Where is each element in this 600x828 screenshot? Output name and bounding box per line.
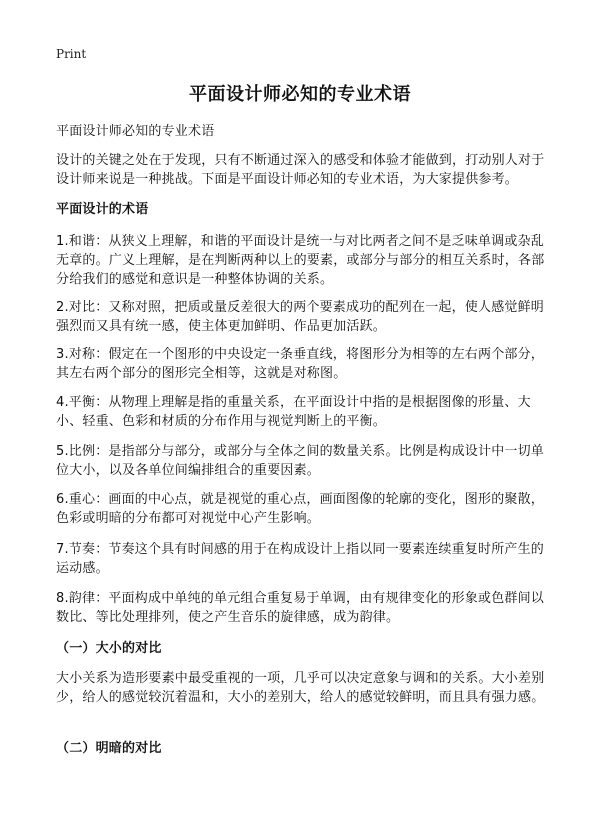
term-paragraph: 4.平衡：从物理上理解是指的重量关系，在平面设计中指的是根据图像的形量、大小、轻重、色彩和材质的分布作用与视觉判断上的平衡。 [56,395,531,429]
term-paragraph: 1.和谐：从狭义上理解，和谐的平面设计是统一与对比两者之间不是乏味单调或杂乱无章的。广义上理解，是在判断两种以上的要素，或部分与部分的相互关系时，各部分给我们的感觉和意识是一种整体协调的关系。 [56,234,545,287]
term-paragraph: 2.对比：又称对照，把质或量反差很大的两个要素成功的配列在一起，使人感觉鲜明强烈而又具有统一感，使主体更加鲜明、作品更加活跃。 [56,300,545,334]
term-paragraph: 6.重心：画面的中心点，就是视觉的重心点，画面图像的轮廓的变化，图形的聚散，色彩或明暗的分布都可对视觉中心产生影响。 [56,492,545,526]
light-contrast-heading: （二）明暗的对比 [56,741,162,756]
term-paragraph: 7.节奏：节奏这个具有时间感的用于在构成设计上指以同一要素连续重复时所产生的运动感。 [56,542,545,576]
subtitle: 平面设计师必知的专业术语 [56,124,215,139]
size-contrast-paragraph: 大小关系为造形要素中最受重视的一项，几乎可以决定意象与调和的关系。大小差别少，给人的感觉较沉着温和，大小的差别大，给人的感觉较鲜明，而且具有强力感。 [56,671,545,705]
page-title: 平面设计师必知的专业术语 [189,84,411,105]
intro-paragraph: 设计的关键之处在于发现，只有不断通过深入的感受和体验才能做到，打动别人对于设计师来说是一种挑战。下面是平面设计师必知的专业术语，为大家提供参考。 [56,153,545,187]
size-contrast-heading: （一）大小的对比 [56,641,162,656]
print-link[interactable]: Print [56,47,87,61]
section-heading: 平面设计的术语 [56,202,149,217]
term-paragraph: 5.比例：是指部分与部分，或部分与全体之间的数量关系。比例是构成设计中一切单位大小，以及各单位间编排组合的重要因素。 [56,444,545,478]
term-paragraph: 8.韵律：平面构成中单纯的单元组合重复易于单调，由有规律变化的形象或色群间以数比、等比处理排列，使之产生音乐的旋律感，成为韵律。 [56,591,545,625]
term-paragraph: 3.对称：假定在一个图形的中央设定一条垂直线，将图形分为相等的左右两个部分，其左右两个部分的图形完全相等，这就是对称图。 [56,347,545,381]
